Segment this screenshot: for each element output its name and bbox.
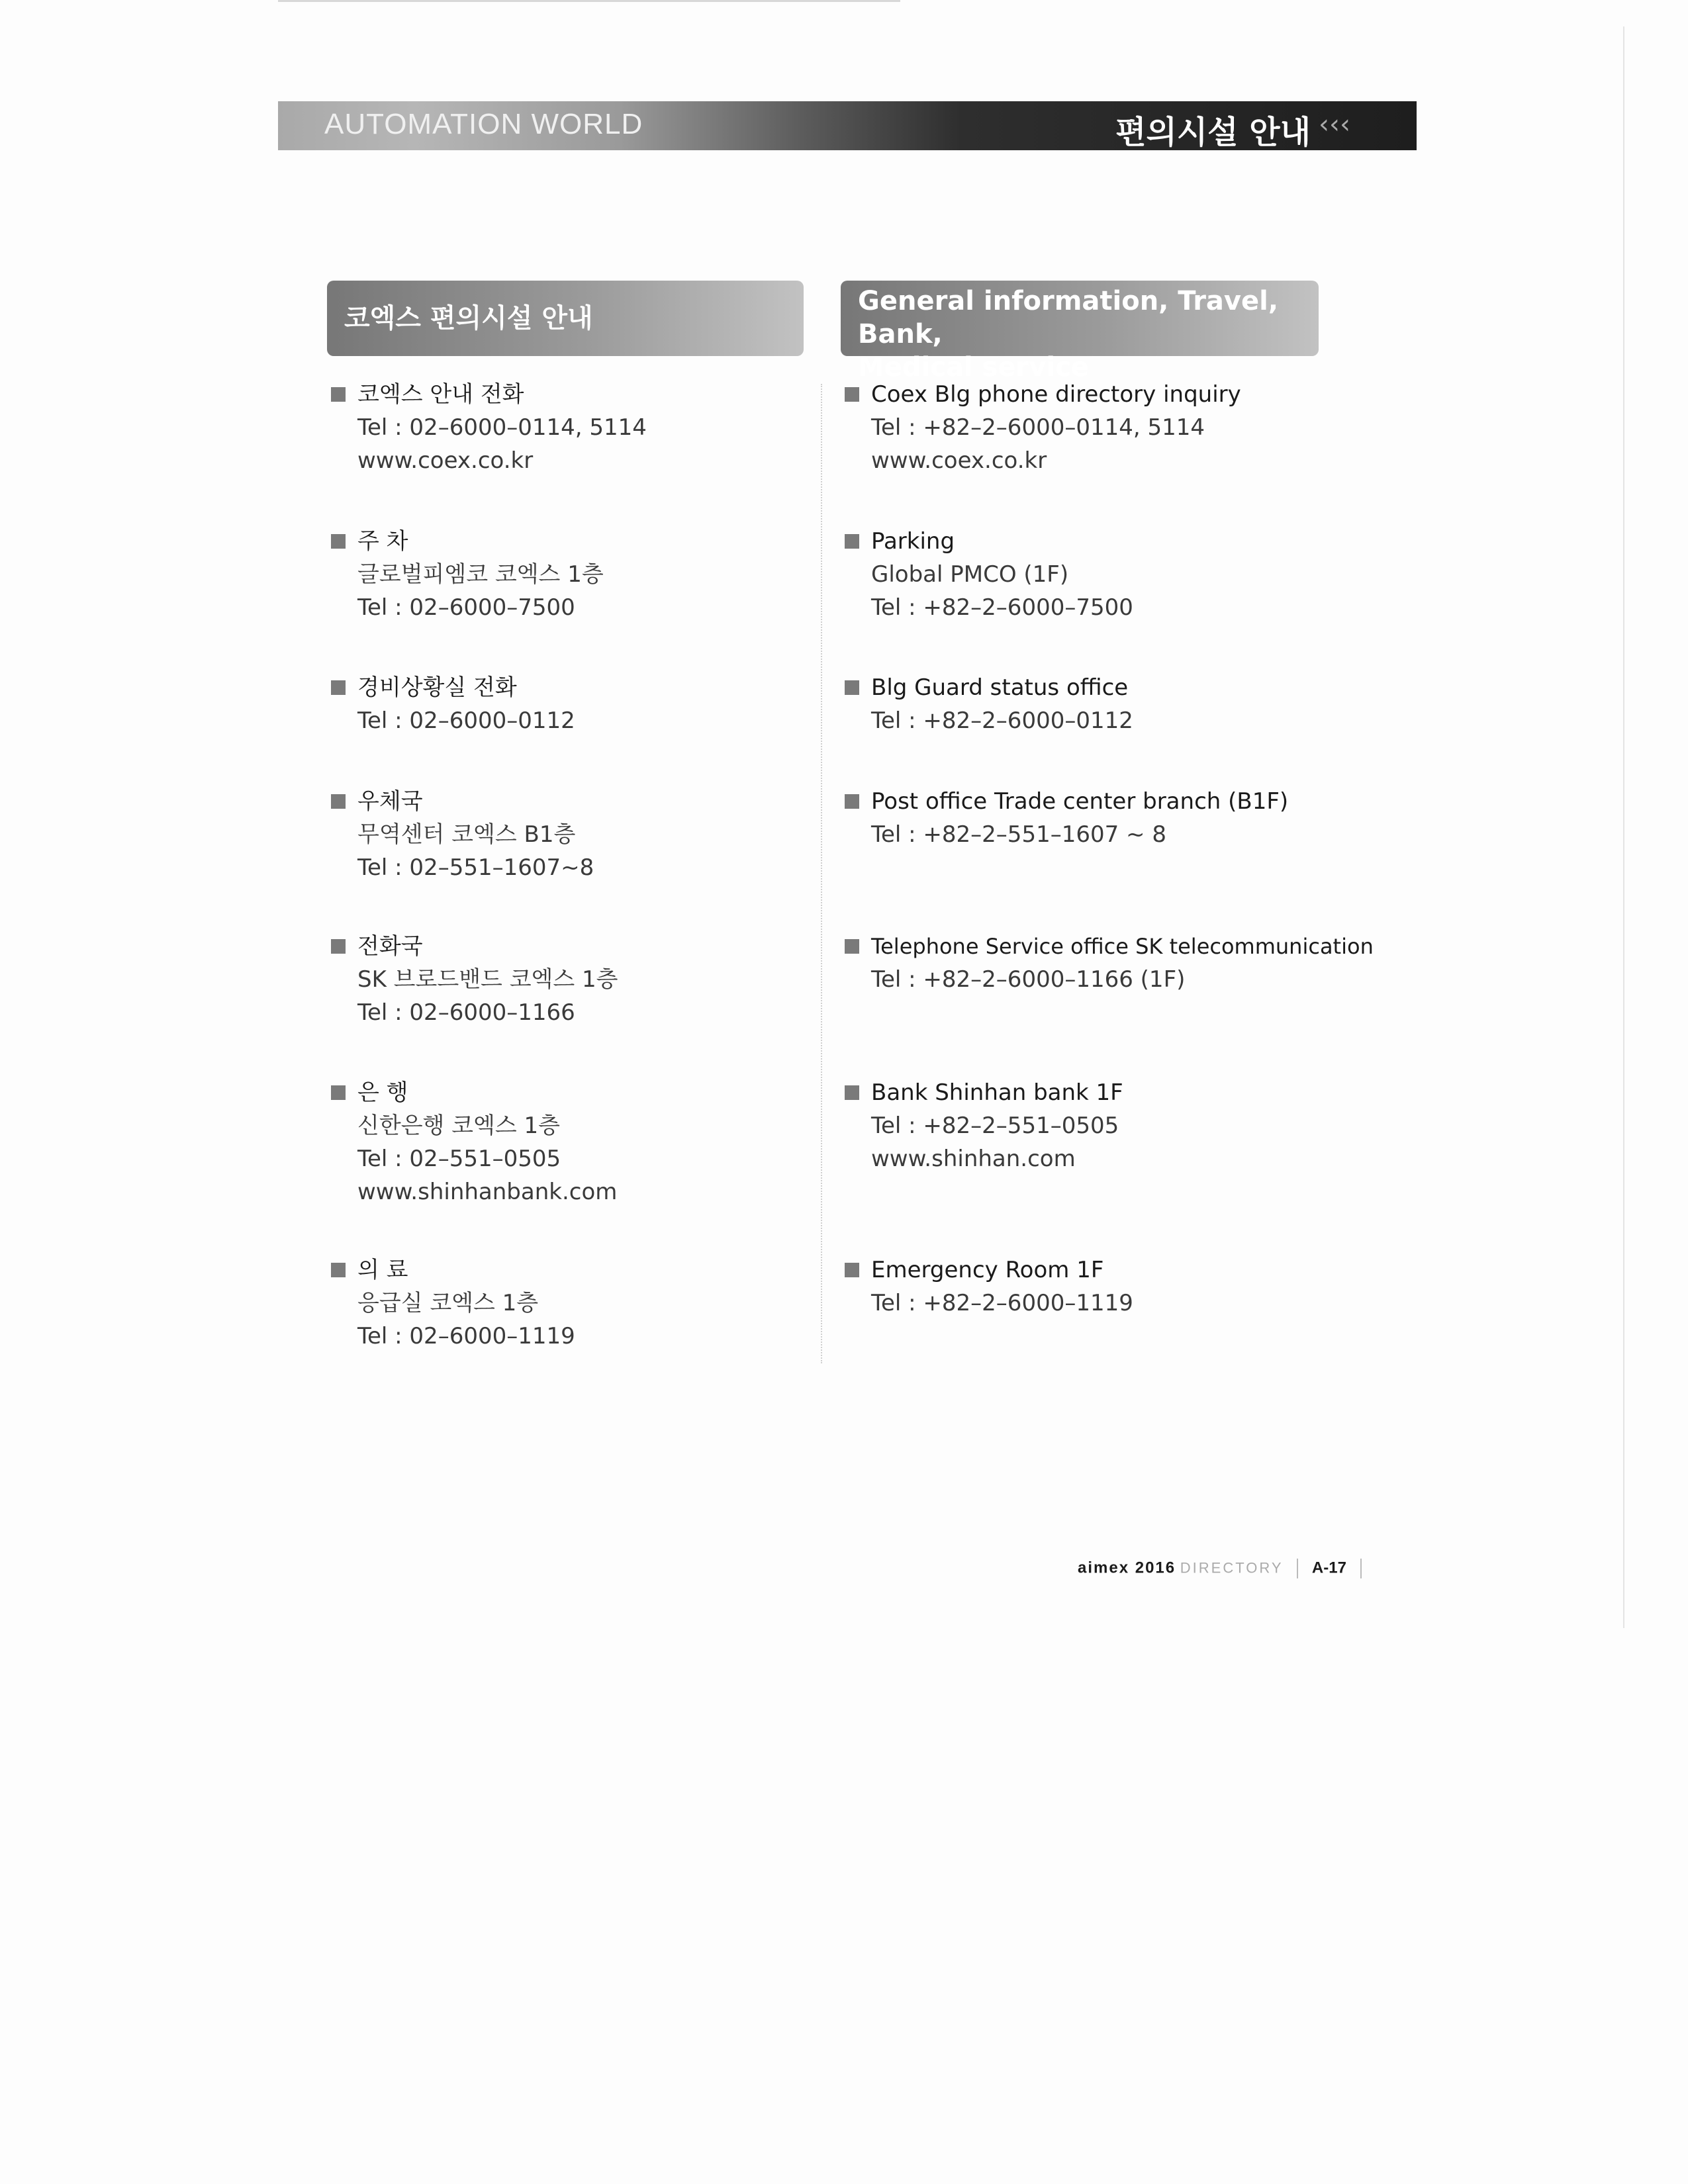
entry-line: 응급실 코엑스 1층	[357, 1290, 539, 1316]
entry-link: www.shinhanbank.com	[357, 1179, 618, 1205]
square-bullet-icon	[331, 794, 346, 809]
header-magazine-title: AUTOMATION WORLD	[324, 108, 643, 140]
entry-title: 전화국	[357, 933, 423, 960]
entry-line: Tel : +82–2–6000–0114, 5114	[871, 414, 1205, 441]
entry-line: 무역센터 코엑스 B1층	[357, 821, 576, 848]
scan-edge-right	[1623, 26, 1624, 1628]
entry-line: 신한은행 코엑스 1층	[357, 1113, 560, 1139]
square-bullet-icon	[845, 794, 859, 809]
entry-title: Parking	[871, 528, 955, 555]
entry-line: Tel : +82–2–6000–7500	[871, 594, 1133, 621]
section-title-korean: 코엑스 편의시설 안내	[327, 281, 804, 356]
english-entry-guard	[841, 671, 1133, 737]
korean-entry-post-office	[327, 785, 594, 884]
entry-line: Tel : 02–551–0505	[357, 1146, 561, 1172]
entry-line: Tel : +82–2–6000–0112	[871, 707, 1133, 734]
entry-title: Telephone Service office SK telecommunication	[871, 934, 1374, 959]
entry-line: Tel : 02–6000–7500	[357, 594, 575, 621]
entry-title: Emergency Room 1F	[871, 1257, 1104, 1283]
entry-title: Blg Guard status office	[871, 674, 1129, 701]
entry-title: 의 료	[357, 1257, 408, 1283]
square-bullet-icon	[331, 939, 346, 954]
english-entry-post-office	[841, 785, 1288, 851]
footer-brand: aimex 2016	[1078, 1559, 1176, 1577]
entry-line: www.coex.co.kr	[357, 447, 534, 474]
header-section-title: 편의시설 안내	[1115, 114, 1311, 151]
entry-line: Tel : +82–2–6000–1166 (1F)	[871, 966, 1186, 993]
entry-line: SK 브로드밴드 코엑스 1층	[357, 966, 618, 993]
page-number: A-17	[1311, 1559, 1346, 1577]
korean-entry-parking	[327, 525, 604, 624]
entry-title: 은 행	[357, 1079, 408, 1106]
entry-line: Tel : 02–551–1607~8	[357, 854, 594, 881]
footer-separator	[1360, 1559, 1362, 1578]
section-title-english-line1: General information, Travel, Bank,	[858, 286, 1279, 349]
korean-entry-medical	[327, 1253, 575, 1353]
square-bullet-icon	[331, 387, 346, 402]
korean-entry-guard	[327, 671, 575, 737]
entry-title: 주 차	[357, 528, 408, 555]
entry-link: www.shinhan.com	[871, 1146, 1076, 1172]
entry-line: Tel : 02–6000–0114, 5114	[357, 414, 647, 441]
square-bullet-icon	[845, 680, 859, 695]
entry-line: Tel : 02–6000–1166	[357, 999, 575, 1026]
square-bullet-icon	[845, 1085, 859, 1100]
entry-title: Post office Trade center branch (B1F)	[871, 788, 1289, 815]
entry-line: Global PMCO (1F)	[871, 561, 1069, 588]
scan-edge-top	[278, 0, 900, 2]
square-bullet-icon	[331, 1263, 346, 1277]
square-bullet-icon	[331, 680, 346, 695]
english-entry-info-phone	[841, 378, 1241, 477]
entry-line: Tel : +82–2–6000–1119	[871, 1290, 1133, 1316]
section-title-english-line2: Medical service	[858, 352, 1089, 383]
entry-line: Tel : 02–6000–1119	[357, 1323, 575, 1349]
entry-line: 글로벌피엠코 코엑스 1층	[357, 561, 604, 588]
entry-title: Bank Shinhan bank 1F	[871, 1079, 1123, 1106]
korean-entry-bank	[327, 1076, 617, 1208]
entry-title: 경비상황실 전화	[357, 674, 517, 701]
square-bullet-icon	[331, 1085, 346, 1100]
entry-title: 코엑스 안내 전화	[357, 381, 524, 408]
english-entry-telephone	[841, 930, 1374, 996]
korean-entry-info-phone	[327, 378, 647, 477]
korean-entry-telephone	[327, 930, 618, 1029]
english-entry-bank	[841, 1076, 1123, 1175]
footer-directory: DIRECTORY	[1180, 1559, 1284, 1576]
header-bar	[278, 101, 1417, 150]
square-bullet-icon	[331, 534, 346, 549]
entry-line: Tel : 02–6000–0112	[357, 707, 575, 734]
square-bullet-icon	[845, 1263, 859, 1277]
entry-line: Tel : +82–2–551–1607 ~ 8	[871, 821, 1166, 848]
page-footer	[1078, 1559, 1371, 1578]
entry-title: Coex Blg phone directory inquiry	[871, 381, 1241, 408]
section-title-english	[841, 281, 1319, 383]
square-bullet-icon	[845, 534, 859, 549]
square-bullet-icon	[845, 387, 859, 402]
english-entry-parking	[841, 525, 1133, 624]
column-divider	[821, 384, 822, 1363]
entry-line: www.coex.co.kr	[871, 447, 1047, 474]
footer-separator	[1297, 1559, 1298, 1578]
entry-line: Tel : +82–2–551–0505	[871, 1113, 1119, 1139]
english-entry-medical	[841, 1253, 1133, 1320]
square-bullet-icon	[845, 939, 859, 954]
chevron-left-icon: ‹‹‹	[1319, 109, 1350, 140]
entry-title: 우체국	[357, 788, 423, 815]
